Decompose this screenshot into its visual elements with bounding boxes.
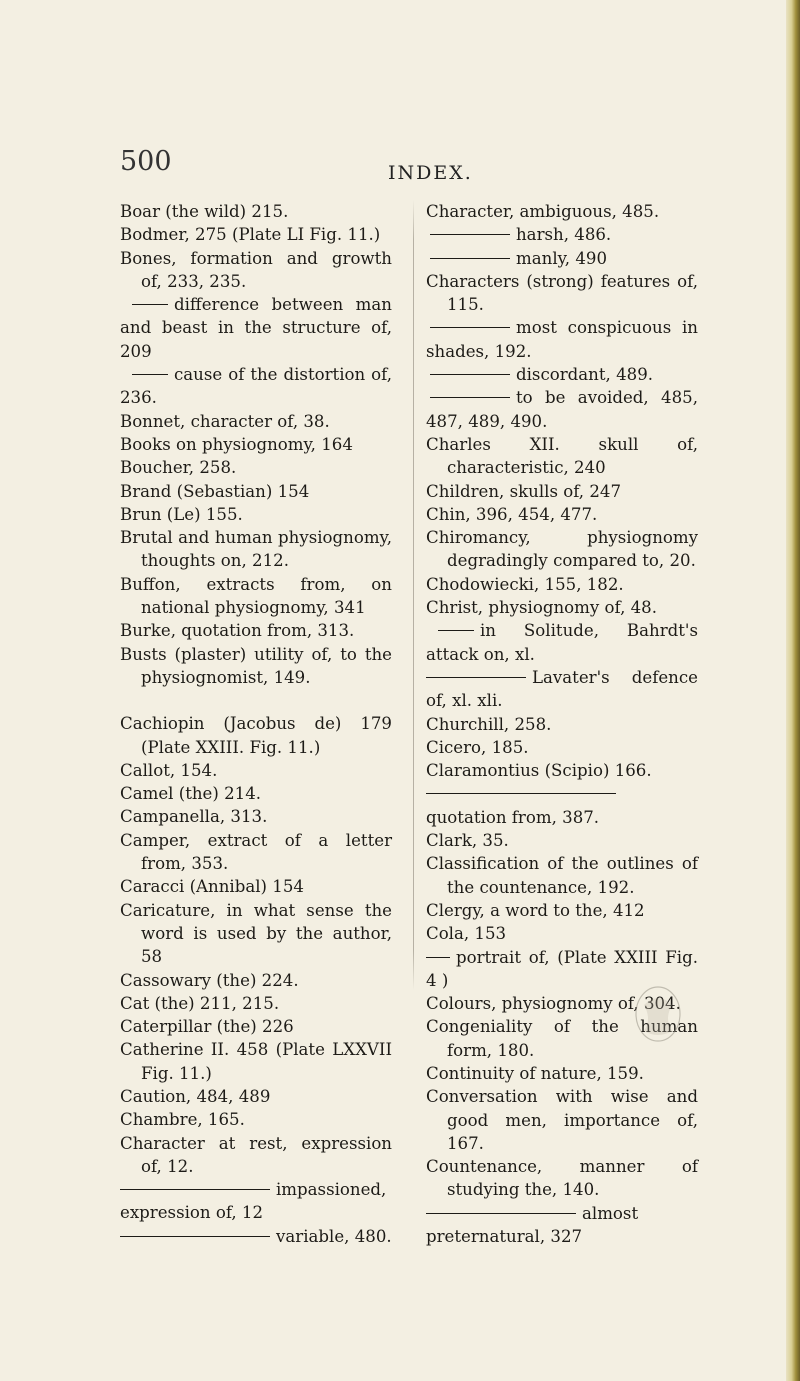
ditto-dash — [426, 793, 616, 794]
index-entry: Buffon, extracts from, on national physiognomy, 341 — [120, 574, 392, 618]
index-entry: Chiromancy, physiognomy degradingly compared to, 20. — [426, 528, 698, 571]
index-entry: Countenance, manner of studying the, 140. — [426, 1157, 698, 1200]
index-entry: Christ, physiognomy of, 48. — [426, 598, 658, 618]
index-subentry: most conspicuous in shades, 192. — [426, 318, 698, 361]
index-entry: Campanella, 313. — [120, 807, 268, 827]
index-entry: Churchill, 258. — [426, 714, 552, 734]
index-subentry: discordant, 489. — [426, 363, 698, 386]
index-entry: Chin, 396, 454, 477. — [426, 504, 598, 524]
index-entry: Caricature, in what sense the word is used by the author, 58 — [120, 900, 392, 967]
index-subentry: impassioned, expression of, 12 — [120, 1180, 387, 1223]
index-entry: Chambre, 165. — [120, 1110, 245, 1130]
index-entry: Brun (Le) 155. — [120, 504, 243, 524]
index-entry: Colours, physiognomy of, 304. — [426, 994, 681, 1014]
index-entry: Children, skulls of, 247 — [426, 481, 622, 501]
index-entry: Claramontius (Scipio) 166. — [426, 761, 652, 781]
index-entry: Boar (the wild) 215. — [120, 202, 289, 221]
ditto-dash — [426, 957, 450, 958]
page-header — [0, 140, 800, 200]
column-divider — [413, 200, 414, 990]
running-title: INDEX. — [388, 162, 473, 184]
ditto-dash — [120, 1189, 270, 1190]
index-subentry: variable, 480. — [120, 1225, 392, 1248]
index-entry: Continuity of nature, 159. — [426, 1063, 644, 1083]
ditto-dash — [426, 1213, 576, 1214]
index-entry: Caterpillar (the) 226 — [120, 1017, 294, 1037]
index-subentry: manly, 490 — [426, 247, 698, 270]
index-entry: Brand (Sebastian) 154 — [120, 481, 310, 501]
index-entry: Clergy, a word to the, 412 — [426, 900, 645, 920]
index-subentry: portrait of, (Plate XXIII Fig. 4 ) — [426, 947, 698, 990]
index-subentry: almost preternatural, 327 — [426, 1203, 639, 1247]
index-entry: Cola, 153 — [426, 924, 507, 944]
ditto-dash — [430, 374, 510, 375]
ditto-dash — [426, 677, 526, 678]
index-entry: Busts (plaster) utility of, to the physiognomist, 149. — [120, 644, 392, 687]
ditto-dash — [430, 258, 510, 259]
index-entry: Conversation with wise and good men, importance of, 167. — [426, 1087, 698, 1153]
index-subentry: difference between man and beast in the structure of, 209 — [120, 295, 392, 361]
page-edge — [786, 0, 800, 1381]
index-entry: Bonnet, character of, 38. — [120, 411, 330, 431]
index-subentry: cause of the distortion of, 236. — [120, 365, 392, 408]
ditto-dash — [438, 630, 474, 631]
index-entry: Clark, 35. — [426, 831, 509, 851]
index-subentry: Lavater's defence of, xl. xli. — [426, 667, 698, 711]
index-entry: Bones, formation and growth of, 233, 235. — [120, 248, 392, 291]
index-entry: Cicero, 185. — [426, 737, 529, 757]
index-entry: Callot, 154. — [120, 760, 218, 780]
index-entry: Camel (the) 214. — [120, 784, 262, 804]
index-entry: Brutal and human physiognomy, thoughts on, 212. — [120, 528, 392, 571]
ditto-dash — [120, 1236, 270, 1237]
index-column-left — [120, 200, 392, 1248]
index-entry: Camper, extract of a letter from, 353. — [120, 830, 392, 874]
index-entry: Cachiopin (Jacobus de) 179 (Plate XXIII. Fig. 11.) — [120, 714, 392, 757]
index-subentry: in Solitude, Bahrdt's attack on, xl. — [426, 621, 698, 664]
index-subentry: harsh, 486. — [426, 223, 698, 246]
index-entry: Caution, 484, 489 — [120, 1086, 271, 1106]
index-entry: Catherine II. 458 (Plate LXXVII Fig. 11.) — [120, 1040, 392, 1083]
index-entry: Congeniality of the human form, 180. — [426, 1017, 698, 1060]
ditto-dash — [132, 374, 168, 375]
ditto-dash — [430, 234, 510, 235]
ditto-dash — [132, 304, 168, 305]
index-entry: Cassowary (the) 224. — [120, 970, 299, 990]
vignette-ornament — [634, 985, 682, 1043]
index-subentry: to be avoided, 485, 487, 489, 490. — [426, 388, 698, 431]
ditto-dash — [430, 397, 510, 398]
index-entry: Burke, quotation from, 313. — [120, 621, 355, 641]
index-entry: Cat (the) 211, 215. — [120, 993, 280, 1013]
index-entry: Caracci (Annibal) 154 — [120, 877, 304, 897]
index-column-right — [426, 200, 698, 1248]
index-entry: Character at rest, expression of, 12. — [120, 1133, 392, 1176]
index-entry: Characters (strong) features of, 115. — [426, 271, 698, 315]
index-entry: Chodowiecki, 155, 182. — [426, 574, 624, 594]
index-entry: Books on physiognomy, 164 — [120, 434, 353, 454]
index-entry: Classification of the outlines of the countenance, 192. — [426, 854, 698, 897]
index-entry: Bodmer, 275 (Plate LI Fig. 11.) — [120, 225, 381, 245]
index-entry: Boucher, 258. — [120, 458, 237, 478]
index-entry: Character, ambiguous, 485. — [426, 202, 660, 221]
index-entry: Charles XII. skull of, characteristic, 240 — [426, 434, 698, 478]
index-subentry: quotation from, 387. — [426, 782, 698, 829]
page-number: 500 — [120, 146, 172, 177]
ditto-dash — [430, 327, 510, 328]
